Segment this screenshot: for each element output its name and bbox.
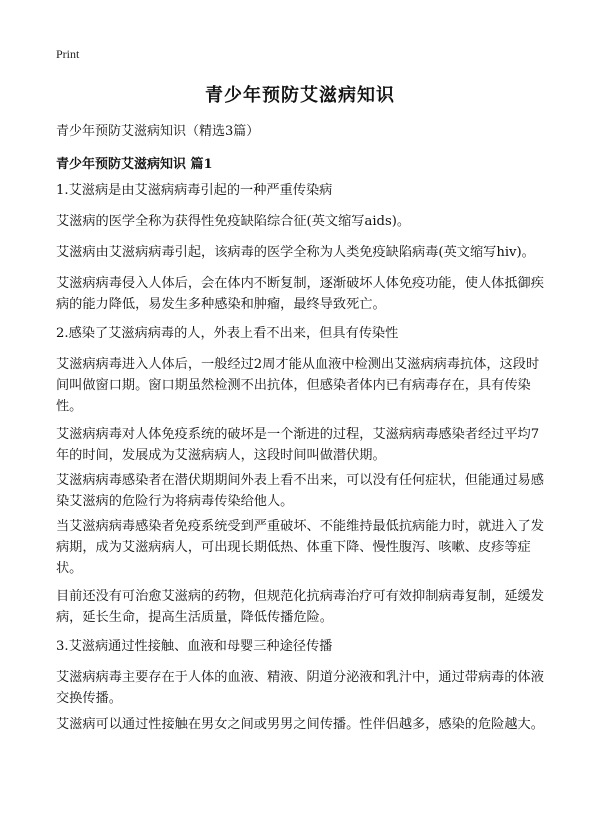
paragraph-heading-2: 2.感染了艾滋病病毒的人，外表上看不出来，但具有传染性: [56, 326, 399, 341]
print-label: Print: [56, 47, 80, 61]
paragraph: 艾滋病病毒对人体免疫系统的破坏是一个渐进的过程，艾滋病病毒感染者经过平均7年的时间，发展成为艾滋病病人，这段时间叫做潜伏期。: [56, 427, 540, 463]
paragraph: 艾滋病由艾滋病病毒引起，该病毒的医学全称为人类免疫缺陷病毒(英文缩写hiv)。: [56, 245, 535, 260]
paragraph-heading-1: 1.艾滋病是由艾滋病病毒引起的一种严重传染病: [56, 183, 333, 198]
paragraph: 艾滋病病毒感染者在潜伏期期间外表上看不出来，可以没有任何症状，但能通过易感染艾滋病的危险行为将病毒传染给他人。: [56, 473, 544, 509]
paragraph: 目前还没有可治愈艾滋病的药物，但规范化抗病毒治疗可有效抑制病毒复制，延缓发病，延长生命，提高生活质量，降低传播危险。: [56, 589, 544, 625]
section-heading: 青少年预防艾滋病知识 篇1: [56, 157, 213, 172]
paragraph: 当艾滋病病毒感染者免疫系统受到严重破坏、不能维持最低抗病能力时，就进入了发病期，成为艾滋病病人，可出现长期低热、体重下降、慢性腹泻、咳嗽、皮疹等症状。: [56, 519, 544, 576]
document-subtitle: 青少年预防艾滋病知识（精选3篇）: [56, 124, 260, 139]
document-title: 青少年预防艾滋病知识: [205, 85, 395, 106]
paragraph-heading-3: 3.艾滋病通过性接触、血液和母婴三种途径传播: [56, 639, 333, 654]
paragraph: 艾滋病的医学全称为获得性免疫缺陷综合征(英文缩写aids)。: [56, 214, 411, 229]
paragraph: 艾滋病病毒进入人体后，一般经过2周才能从血液中检测出艾滋病病毒抗体，这段时间叫做窗口期。窗口期虽然检测不出抗体，但感染者体内已有病毒存在，具有传染性。: [56, 357, 540, 414]
paragraph: 艾滋病病毒主要存在于人体的血液、精液、阴道分泌液和乳汁中，通过带病毒的体液交换传播。: [56, 670, 544, 706]
paragraph: 艾滋病可以通过性接触在男女之间或男男之间传播。性伴侣越多，感染的危险越大。: [56, 717, 544, 732]
paragraph: 艾滋病病毒侵入人体后，会在体内不断复制，逐渐破坏人体免疫功能，使人体抵御疾病的能力降低，易发生多种感染和肿瘤，最终导致死亡。: [56, 276, 544, 312]
